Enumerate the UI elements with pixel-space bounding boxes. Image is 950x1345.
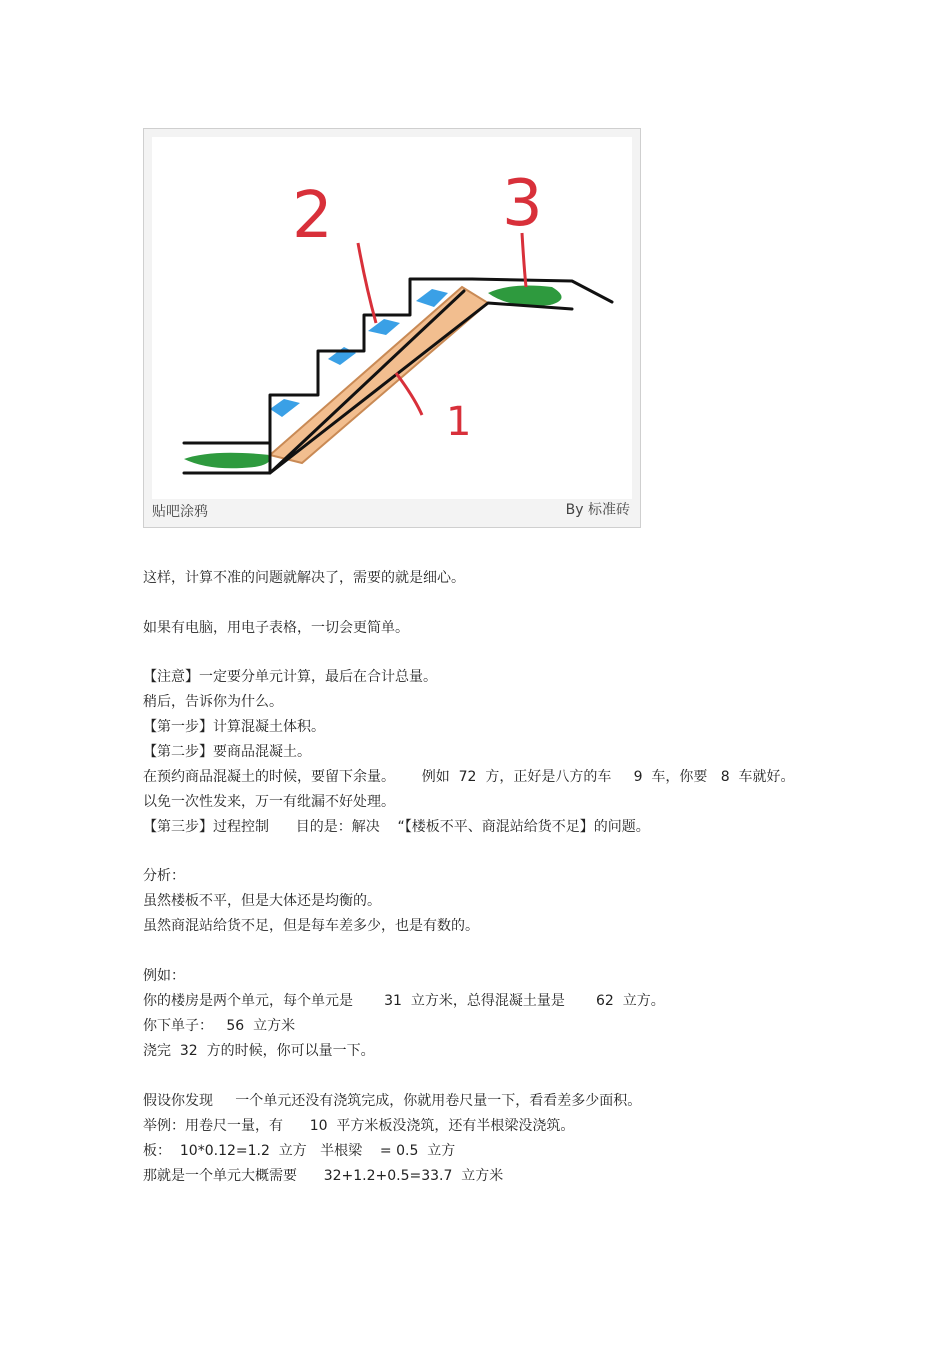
caption-left: 贴吧涂鸦 [152, 504, 208, 520]
line-11: 虽然楼板不平，但是大体还是均衡的。 [143, 893, 381, 909]
label-1: 1 [446, 399, 472, 445]
line-18: 举例：用卷尺一量，有 10 平方米板没浇筑，还有半根梁没浇筑。 [143, 1118, 575, 1134]
line-3: 【注意】一定要分单元计算，最后在合计总量。 [143, 669, 437, 685]
pointer-line-2 [358, 243, 376, 323]
line-8: 以免一次性发来，万一有纰漏不好处理。 [143, 794, 395, 810]
line-16: 浇完 32 方的时候，你可以量一下。 [143, 1043, 375, 1059]
line-4: 稍后，告诉你为什么。 [143, 694, 283, 710]
doodle-canvas [152, 137, 632, 499]
green-patch-bottom [184, 453, 270, 469]
blue-patch-1 [270, 399, 300, 417]
line-17: 假设你发现 一个单元还没有浇筑完成，你就用卷尺量一下，看看差多少面积。 [143, 1093, 642, 1109]
line-2: 如果有电脑，用电子表格，一切会更简单。 [143, 620, 409, 636]
line-1: 这样，计算不准的问题就解决了，需要的就是细心。 [143, 570, 465, 586]
line-19: 板： 10*0.12=1.2 立方 半根梁 = 0.5 立方 [143, 1143, 456, 1159]
stair-diagram [152, 137, 632, 499]
line-7: 在预约商品混凝土的时候，要留下余量。 例如 72 方，正好是八方的车 9 车，你要 8 车就好。 [143, 769, 795, 785]
line-9: 【第三步】过程控制 目的是：解决 “【楼板不平、商混站给货不足】的问题。 [143, 819, 650, 835]
caption-right: By 标准砖 [565, 502, 630, 518]
blue-patch-3 [368, 319, 400, 335]
line-5: 【第一步】计算混凝土体积。 [143, 719, 325, 735]
line-10: 分析： [143, 868, 185, 884]
line-12: 虽然商混站给货不足，但是每车差多少，也是有数的。 [143, 918, 479, 934]
line-14: 你的楼房是两个单元，每个单元是 31 立方米，总得混凝土量是 62 立方。 [143, 993, 665, 1009]
pointer-line-1 [396, 373, 422, 415]
label-3: 3 [502, 167, 543, 241]
line-13: 例如： [143, 968, 185, 984]
line-6: 【第二步】要商品混凝土。 [143, 744, 311, 760]
line-20: 那就是一个单元大概需要 32+1.2+0.5=33.7 立方米 [143, 1168, 504, 1184]
label-2: 2 [292, 179, 333, 253]
doodle-figure [143, 128, 641, 528]
line-15: 你下单子： 56 立方米 [143, 1018, 296, 1034]
